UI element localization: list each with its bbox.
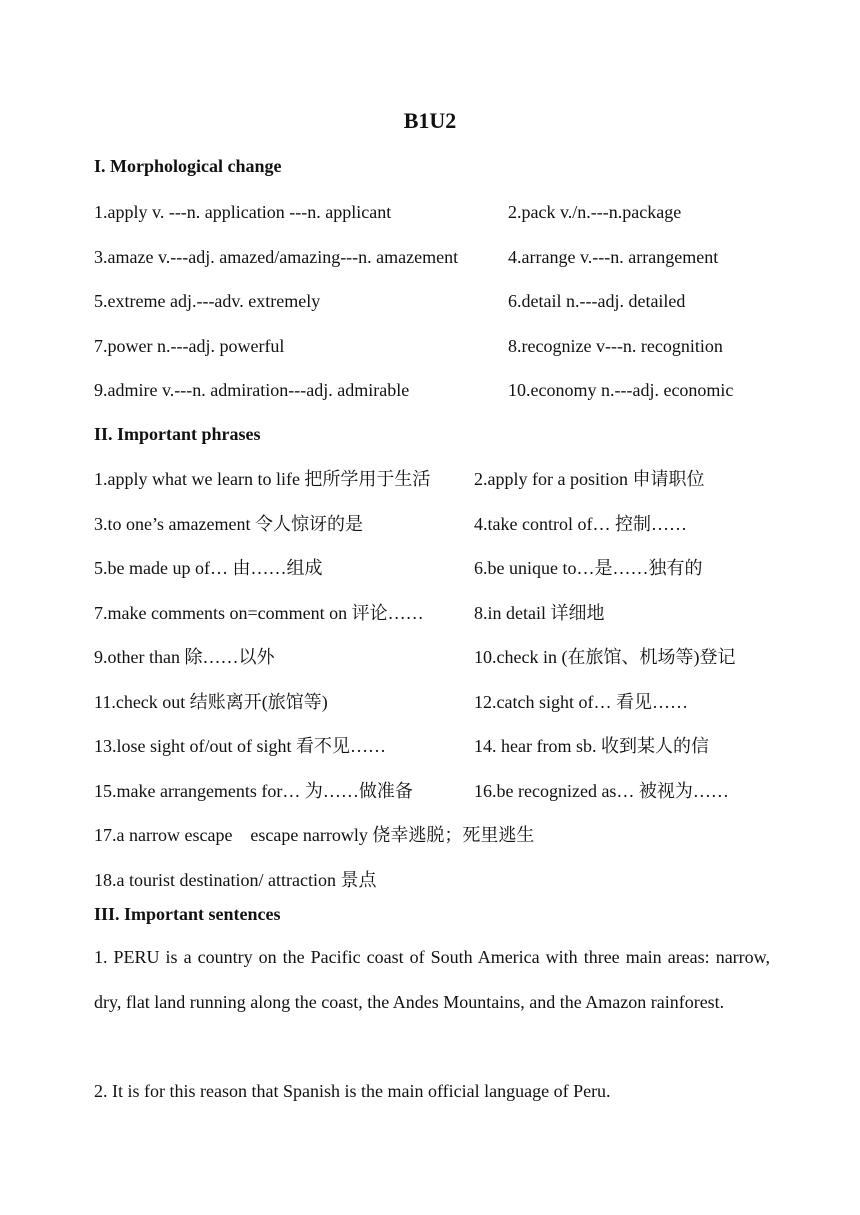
phrase-item: 2.apply for a position 申请职位 bbox=[474, 469, 705, 489]
morphology-item: 3.amaze v.---adj. amazed/amazing---n. amazement bbox=[94, 247, 459, 267]
phrase-item: 4.take control of… 控制…… bbox=[474, 514, 687, 534]
phrase-item: 1.apply what we learn to life 把所学用于生活 bbox=[94, 469, 431, 489]
phrase-item: 10.check in (在旅馆、机场等)登记 bbox=[474, 647, 736, 667]
morphology-item: 4.arrange v.---n. arrangement bbox=[508, 247, 719, 267]
sentence-item: 2. It is for this reason that Spanish is the main official language of Peru. bbox=[94, 1081, 611, 1101]
morphology-item: 1.apply v. ---n. application ---n. applicant bbox=[94, 202, 392, 222]
phrase-item: 5.be made up of… 由……组成 bbox=[94, 558, 323, 578]
phrase-item: 3.to one’s amazement 令人惊讶的是 bbox=[94, 514, 363, 534]
phrase-item: 11.check out 结账离开(旅馆等) bbox=[94, 692, 328, 712]
section-heading-sentences: III. Important sentences bbox=[94, 904, 281, 924]
morphology-item: 5.extreme adj.---adv. extremely bbox=[94, 291, 321, 311]
morphology-item: 8.recognize v---n. recognition bbox=[508, 336, 723, 356]
section-heading-phrases: II. Important phrases bbox=[94, 424, 261, 444]
morphology-item: 2.pack v./n.---n.package bbox=[508, 202, 682, 222]
morphology-item: 6.detail n.---adj. detailed bbox=[508, 291, 686, 311]
phrase-item: 16.be recognized as… 被视为…… bbox=[474, 781, 729, 801]
sentence-item: 1. PERU is a country on the Pacific coast of South America with three main areas: narrow, dry, flat land running along the coast, the Andes Mountains, and the Amazon rainforest. bbox=[94, 947, 770, 1012]
morphology-item: 10.economy n.---adj. economic bbox=[508, 380, 734, 400]
phrase-item: 18.a tourist destination/ attraction 景点 bbox=[94, 870, 377, 890]
phrase-item: 8.in detail 详细地 bbox=[474, 603, 605, 623]
phrase-item: 14. hear from sb. 收到某人的信 bbox=[474, 736, 709, 756]
morphology-item: 9.admire v.---n. admiration---adj. admirable bbox=[94, 380, 410, 400]
phrase-item: 7.make comments on=comment on 评论…… bbox=[94, 603, 424, 623]
phrase-item: 6.be unique to…是……独有的 bbox=[474, 558, 703, 578]
phrase-item: 12.catch sight of… 看见…… bbox=[474, 692, 688, 712]
phrase-item: 9.other than 除……以外 bbox=[94, 647, 275, 667]
section-heading-morphology: I. Morphological change bbox=[94, 156, 282, 176]
phrase-item: 13.lose sight of/out of sight 看不见…… bbox=[94, 736, 386, 756]
phrase-item: 17.a narrow escape escape narrowly 侥幸逃脱；死里逃生 bbox=[94, 825, 535, 845]
document-title: B1U2 bbox=[403, 108, 457, 133]
morphology-item: 7.power n.---adj. powerful bbox=[94, 336, 285, 356]
phrase-item: 15.make arrangements for… 为……做准备 bbox=[94, 781, 413, 801]
